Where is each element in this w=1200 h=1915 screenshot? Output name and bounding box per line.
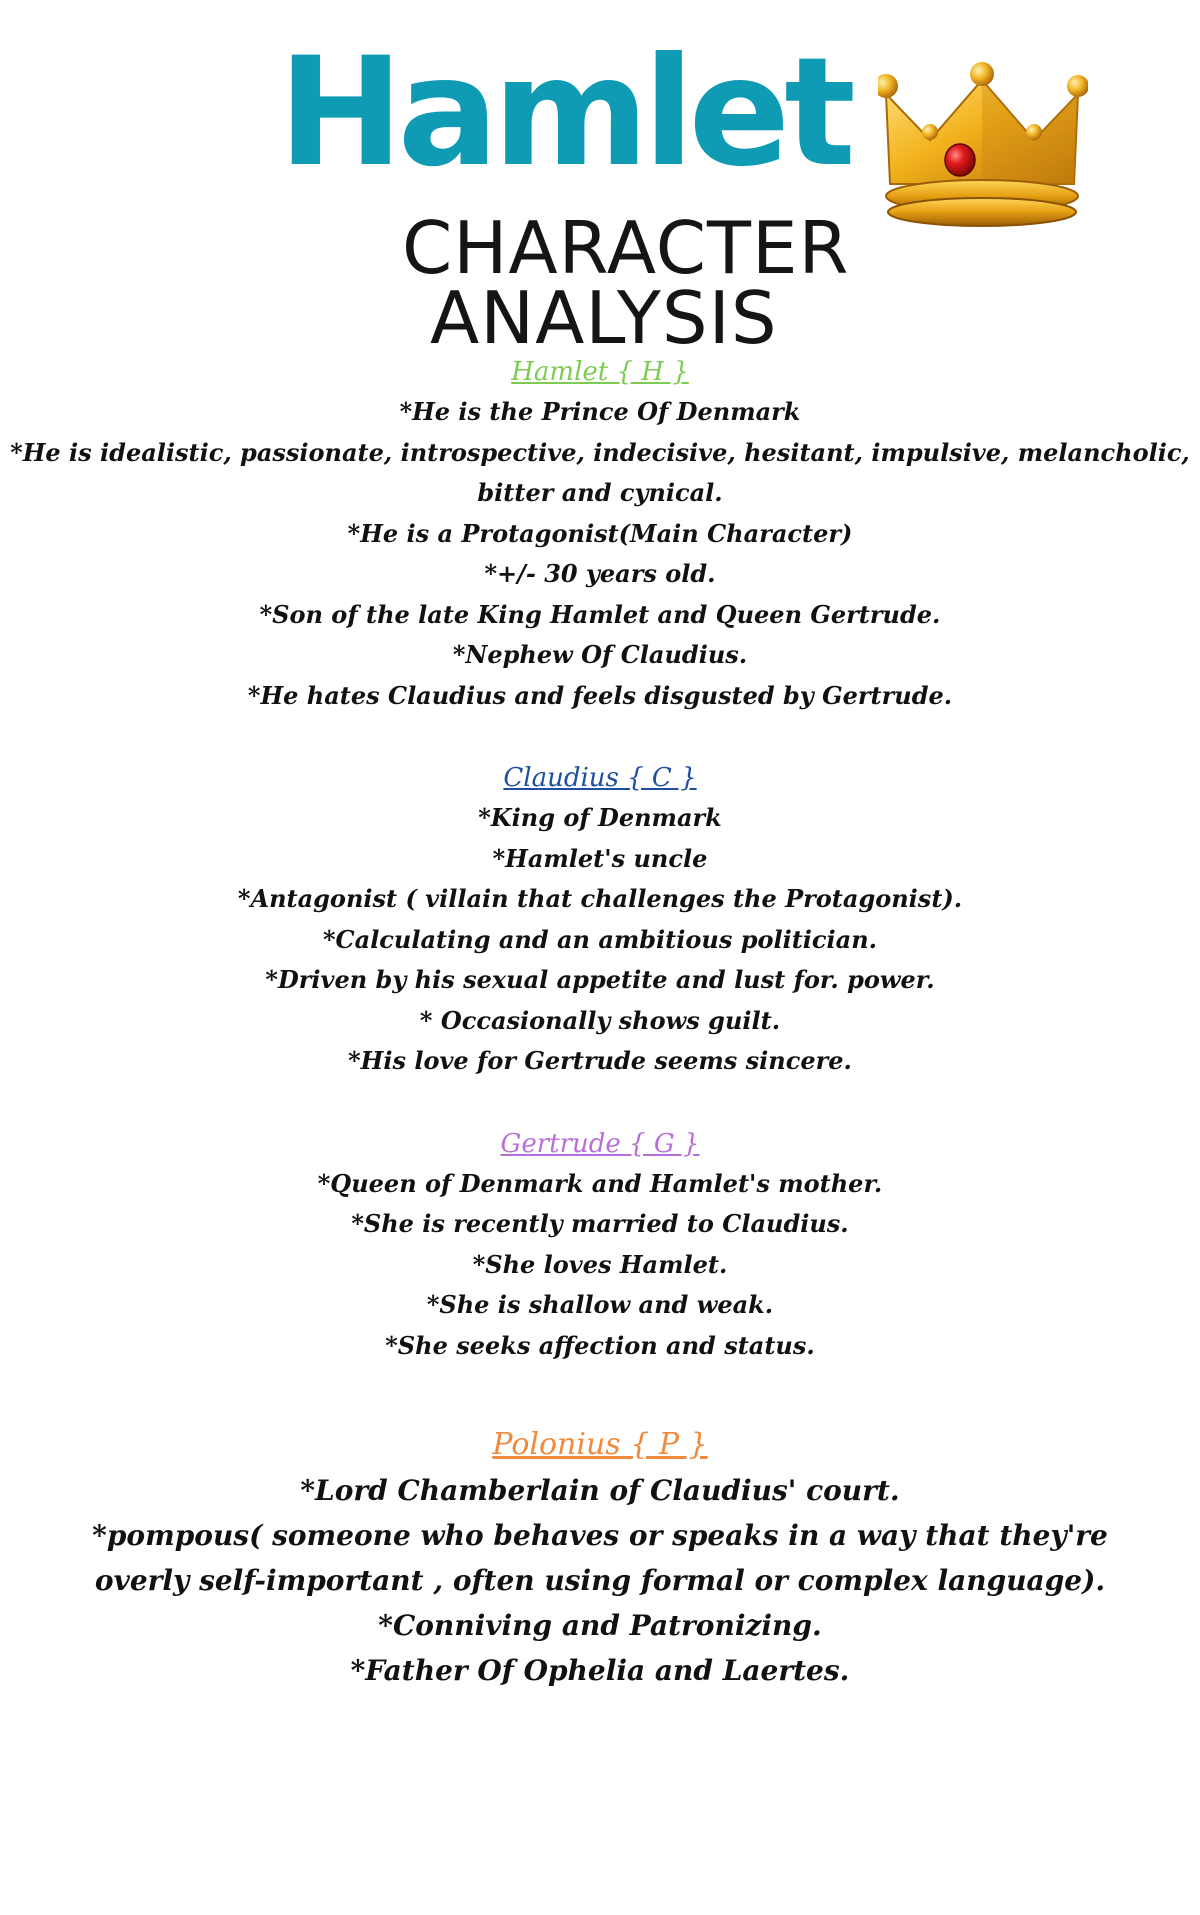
list-item: *Father Of Ophelia and Laertes. — [350, 1654, 850, 1687]
list-item: *She is shallow and weak. — [426, 1290, 774, 1319]
section-hamlet — [0, 352, 1200, 716]
section-gertrude — [0, 1124, 1200, 1367]
list-item: *Calculating and an ambitious politician. — [322, 924, 877, 954]
list-item: *Nephew Of Claudius. — [452, 640, 748, 669]
crown-icon — [878, 62, 1088, 232]
list-item: *She is recently married to Claudius. — [351, 1209, 849, 1238]
list-item: *Lord Chamberlain of Claudius' court. — [300, 1474, 900, 1507]
section-spacer — [0, 1366, 1200, 1422]
subtitle-line-1: CHARACTER — [402, 206, 850, 290]
list-item: *Antagonist ( villain that challenges the Protagonist). — [237, 884, 963, 913]
list-item: overly self-important , often using formal or complex language). — [94, 1564, 1106, 1597]
section-spacer — [0, 716, 1200, 758]
list-item: *+/- 30 years old. — [484, 559, 716, 588]
section-heading-gertrude: Gertrude { G } — [500, 1128, 700, 1159]
list-item: *Driven by his sexual appetite and lust for. power. — [265, 965, 935, 994]
list-item: * Occasionally shows guilt. — [419, 1005, 781, 1035]
subtitle-line-2: ANALYSIS — [430, 276, 778, 360]
list-item: *She seeks affection and status. — [385, 1330, 815, 1360]
list-item: *King of Denmark — [478, 803, 722, 832]
list-item: *Conniving and Patronizing. — [378, 1609, 822, 1642]
list-item: *pompous( someone who behaves or speaks in a way that they're — [92, 1519, 1108, 1552]
list-item: *She loves Hamlet. — [472, 1249, 728, 1279]
list-item: *Queen of Denmark and Hamlet's mother. — [317, 1168, 883, 1198]
list-item: *His love for Gertrude seems sincere. — [348, 1046, 852, 1075]
list-item: *He is idealistic, passionate, introspective, indecisive, hesitant, impulsive, melancholic, — [10, 437, 1190, 467]
page-header — [0, 0, 1200, 360]
list-item: *Hamlet's uncle — [492, 843, 708, 873]
character-analysis-content — [0, 352, 1200, 1693]
list-item: *He is the Prince Of Denmark — [399, 397, 801, 426]
list-item: bitter and cynical. — [477, 478, 723, 507]
section-polonius — [0, 1422, 1200, 1693]
section-spacer — [0, 1082, 1200, 1124]
section-heading-hamlet: Hamlet { H } — [511, 357, 689, 387]
section-heading-polonius: Polonius { P } — [492, 1427, 708, 1462]
section-claudius — [0, 758, 1200, 1082]
section-heading-claudius: Claudius { C } — [503, 763, 697, 793]
list-item: *He is a Protagonist(Main Character) — [347, 518, 853, 548]
list-item: *He hates Claudius and feels disgusted by Gertrude. — [247, 680, 953, 710]
page-title: Hamlet — [278, 26, 850, 200]
list-item: *Son of the late King Hamlet and Queen Gertrude. — [259, 599, 941, 629]
